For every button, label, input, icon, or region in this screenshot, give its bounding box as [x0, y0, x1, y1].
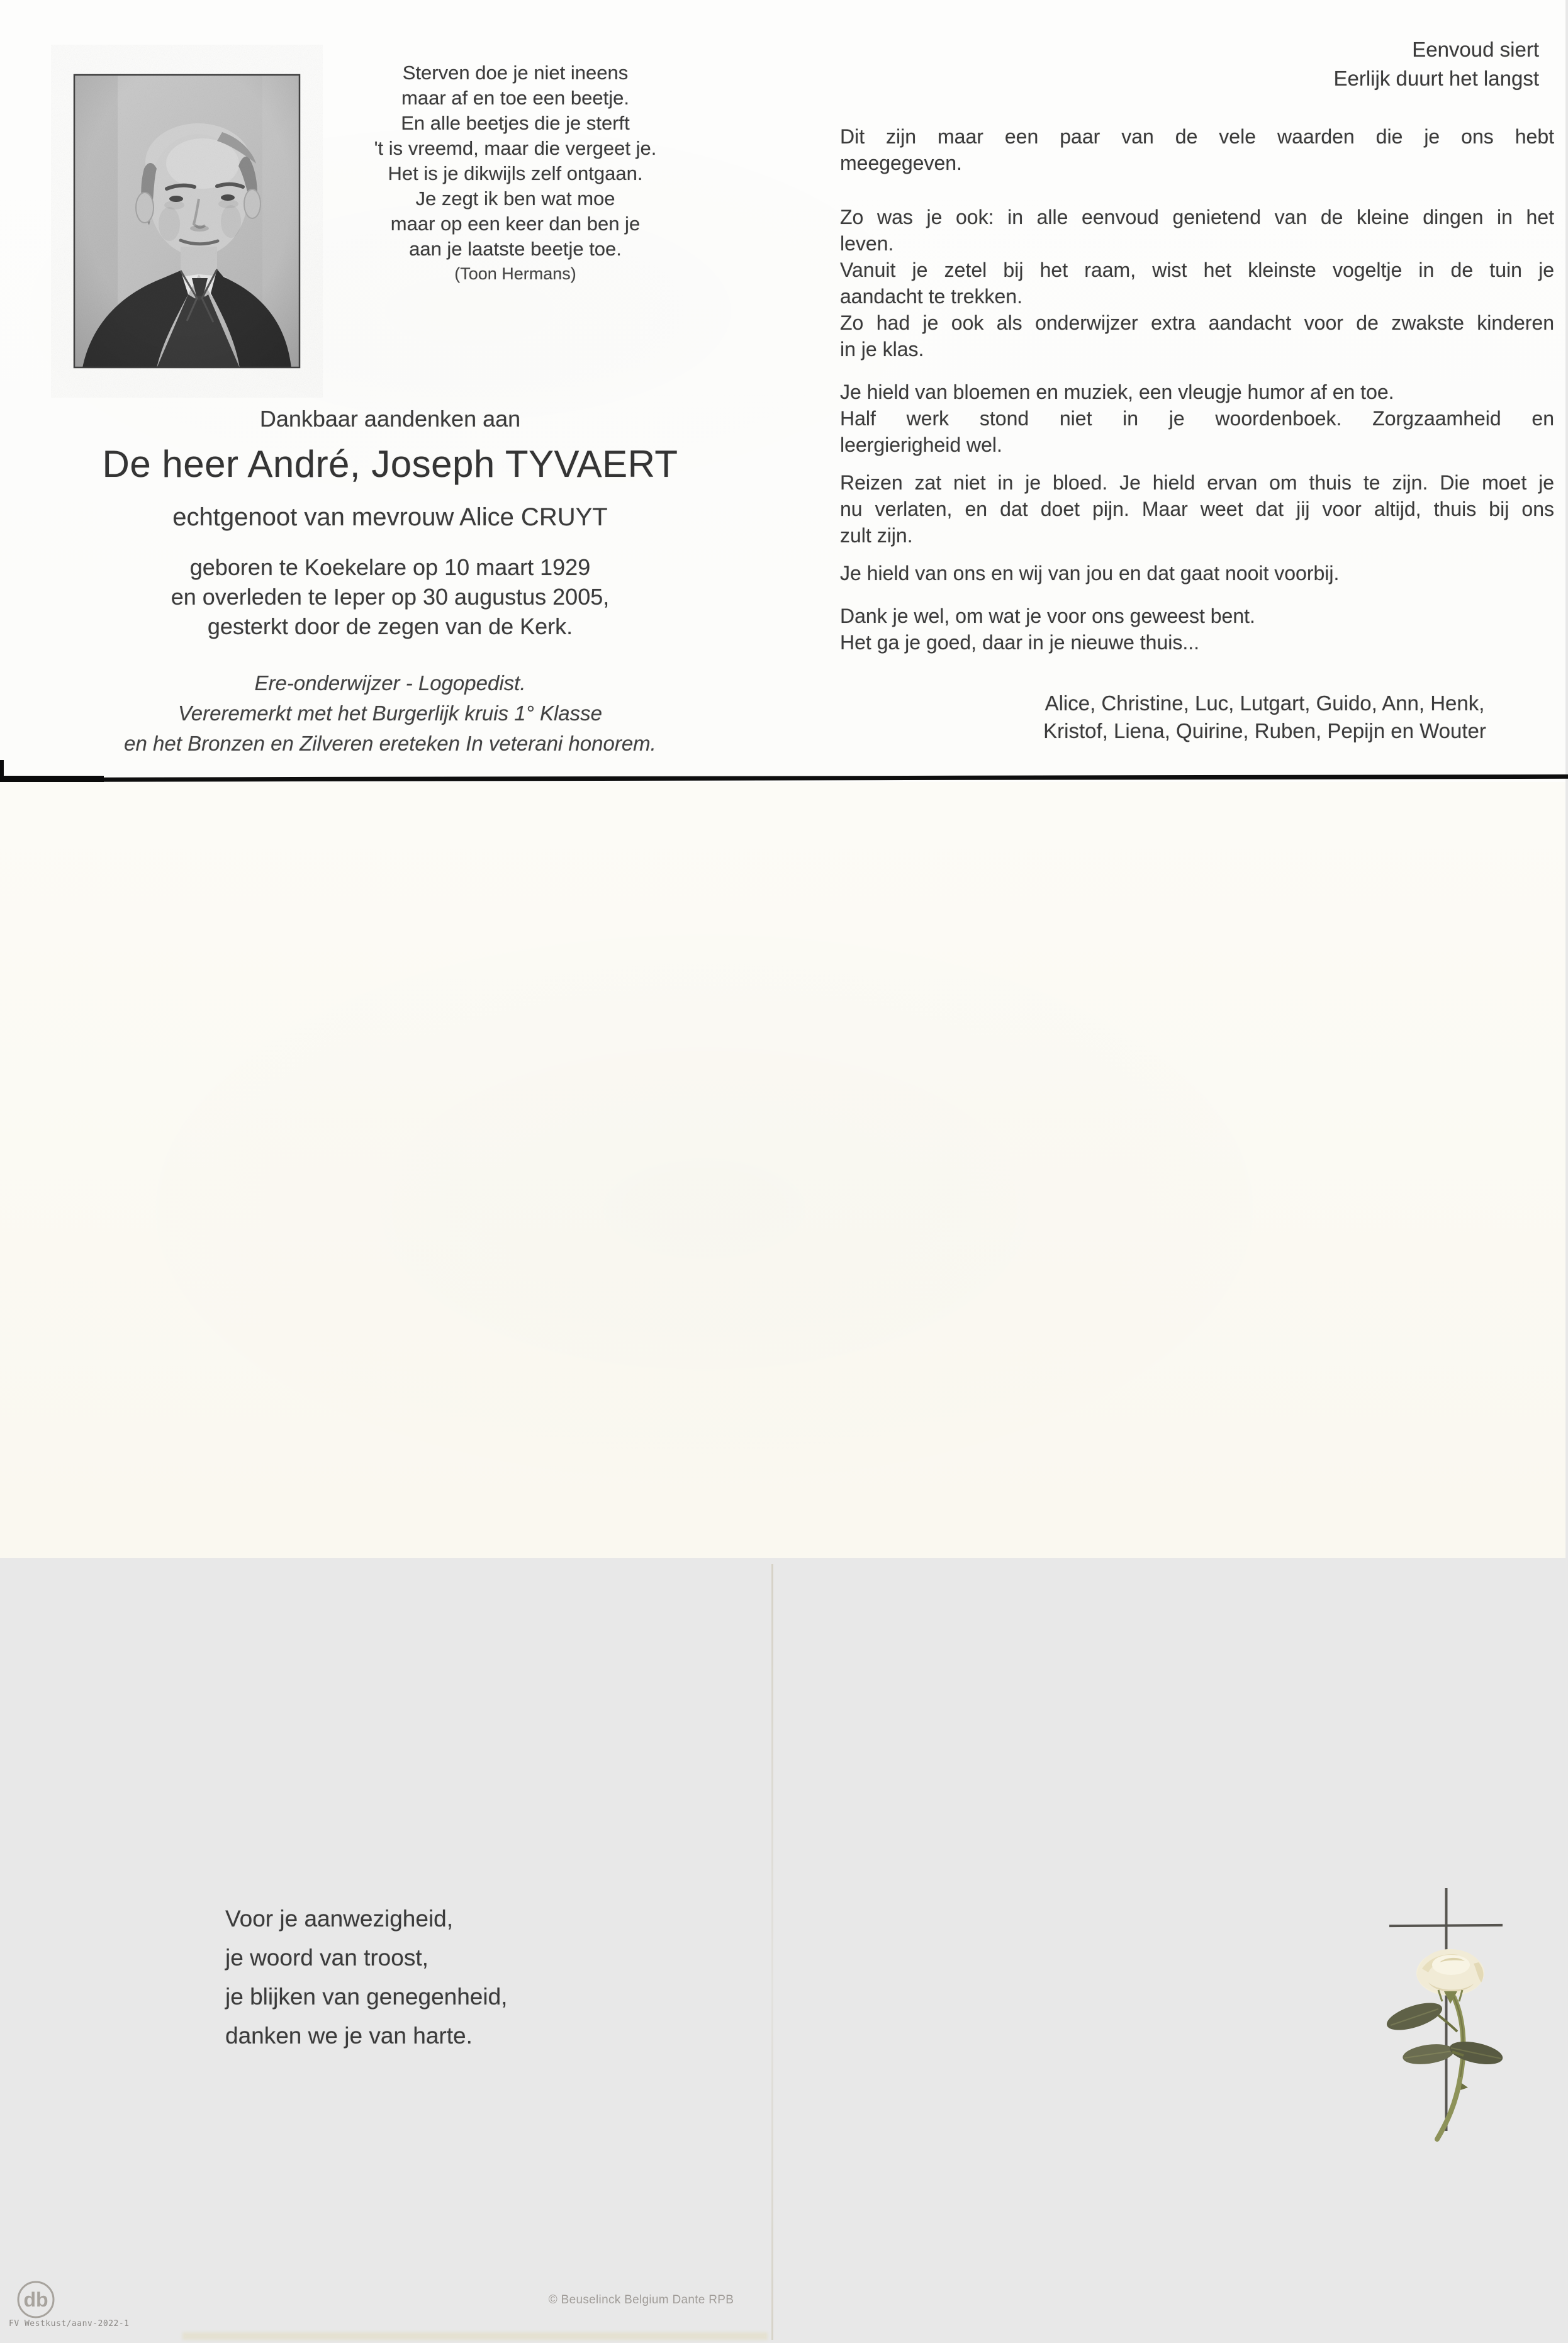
poem-line: En alle beetjes die je sterft	[401, 112, 630, 134]
cross-and-rose-image	[1334, 1852, 1565, 2340]
poem-line: maar af en toe een beetje.	[401, 87, 629, 109]
poem-author: (Toon Hermans)	[454, 264, 576, 283]
svg-text:db: db	[23, 2288, 48, 2311]
card-back-spread	[0, 782, 1565, 2329]
thanks-line: je blijken van genegenheid,	[225, 1984, 508, 2010]
card-fold-line	[771, 1564, 773, 2340]
birth-line: geboren te Koekelare op 10 maart 1929	[189, 554, 591, 580]
memorial-poem	[337, 60, 693, 286]
thanks-line: danken we je van harte.	[225, 2023, 473, 2049]
publisher-credit: © Beuselinck Belgium Dante RPB	[548, 2293, 734, 2307]
poem-line: aan je laatste beetje toe.	[409, 238, 622, 260]
poem-line: Sterven doe je niet ineens	[402, 62, 629, 84]
paragraph-line: Je hield van bloemen en muziek, een vleugje humor af en toe.	[840, 381, 1394, 403]
eulogy-paragraph	[840, 379, 1554, 458]
paragraph-line: Vanuit je zetel bij het raam, wist het kleinste vogeltje in de tuin je	[840, 259, 1554, 281]
paragraph-line: nu verlaten, en dat doet pijn. Maar weet dat jij voor altijd, thuis bij ons	[840, 498, 1554, 520]
honors-block	[38, 668, 742, 759]
card-inside-spread	[0, 0, 1565, 778]
deceased-name: De heer André, Joseph TYVAERT	[102, 443, 678, 485]
portrait-photo	[74, 74, 300, 368]
motto-line: Eenvoud siert	[1412, 38, 1539, 61]
thanks-verse	[225, 1899, 507, 2055]
paragraph-line: aandacht te trekken.	[840, 285, 1022, 308]
paragraph-line: leven.	[840, 232, 894, 255]
honors-line: en het Bronzen en Zilveren ereteken In veterani honorem.	[124, 732, 656, 755]
family-names-line: Kristof, Liena, Quirine, Ruben, Pepijn en Wouter	[1043, 719, 1486, 742]
family-names-line: Alice, Christine, Luc, Lutgart, Guido, Ann, Henk,	[1044, 691, 1485, 715]
paragraph-line: Dit zijn maar een paar van de vele waarden die je ons hebt	[840, 125, 1554, 148]
poem-line: 't is vreemd, maar die vergeet je.	[374, 137, 657, 159]
paragraph-line: Het ga je goed, daar in je nieuwe thuis...	[840, 631, 1200, 654]
paragraph-line: Half werk stond niet in je woordenboek. Zorgzaamheid en	[840, 407, 1554, 430]
eulogy-paragraph	[840, 123, 1554, 176]
poem-line: maar op een keer dan ben je	[390, 213, 641, 235]
paragraph-line: leergierigheid wel.	[840, 433, 1002, 456]
archive-code: FV Westkust/aanv-2022-1	[9, 2319, 130, 2329]
db-logo-icon	[15, 2279, 57, 2320]
eulogy-paragraph	[840, 603, 1554, 656]
memorial-intro: Dankbaar aandenken aan	[259, 406, 521, 432]
thanks-line: Voor je aanwezigheid,	[225, 1906, 454, 1932]
portrait-photo-image	[74, 74, 300, 368]
spouse-line: echtgenoot van mevrouw Alice CRUYT	[172, 503, 608, 531]
eulogy-paragraph	[840, 560, 1554, 586]
motto-block	[1333, 35, 1539, 93]
honors-line: Vereremerkt met het Burgerlijk kruis 1° Klasse	[177, 702, 603, 725]
eulogy-text	[840, 123, 1554, 656]
paragraph-line: Zo was je ook: in alle eenvoud genietend van de kleine dingen in het	[840, 206, 1554, 228]
paragraph-line: Zo had je ook als onderwijzer extra aandacht voor de zwakste kinderen	[840, 311, 1554, 334]
paragraph-line: zult zijn.	[840, 524, 913, 547]
family-names	[969, 690, 1560, 745]
motto-line: Eerlijk duurt het langst	[1333, 67, 1539, 90]
scan-artifact	[0, 760, 4, 783]
paragraph-line: Je hield van ons en wij van jou en dat gaat nooit voorbij.	[840, 562, 1340, 584]
paragraph-line: Reizen zat niet in je bloed. Je hield ervan om thuis te zijn. Die moet je	[840, 471, 1554, 494]
honors-line: Ere-onderwijzer - Logopedist.	[254, 671, 526, 695]
thanks-line: je woord van troost,	[225, 1945, 428, 1971]
scan-artifact	[182, 2332, 768, 2340]
poem-line: Het is je dikwijls zelf ontgaan.	[388, 162, 643, 184]
eulogy-paragraph	[840, 469, 1554, 549]
printer-logo	[15, 2279, 57, 2320]
white-rose-icon	[1416, 1949, 1484, 2004]
eulogy-paragraph	[840, 204, 1554, 362]
paragraph-line: meegegeven.	[840, 152, 962, 174]
paragraph-line: in je klas.	[840, 338, 924, 361]
paragraph-line: Dank je wel, om wat je voor ons geweest bent.	[840, 605, 1255, 627]
cross-rose-illustration	[1334, 1852, 1565, 2340]
life-dates-block	[38, 552, 742, 641]
blessing-line: gesterkt door de zegen van de Kerk.	[207, 613, 573, 639]
poem-line: Je zegt ik ben wat moe	[415, 187, 615, 210]
death-line: en overleden te Ieper op 30 augustus 2005,	[171, 584, 610, 610]
